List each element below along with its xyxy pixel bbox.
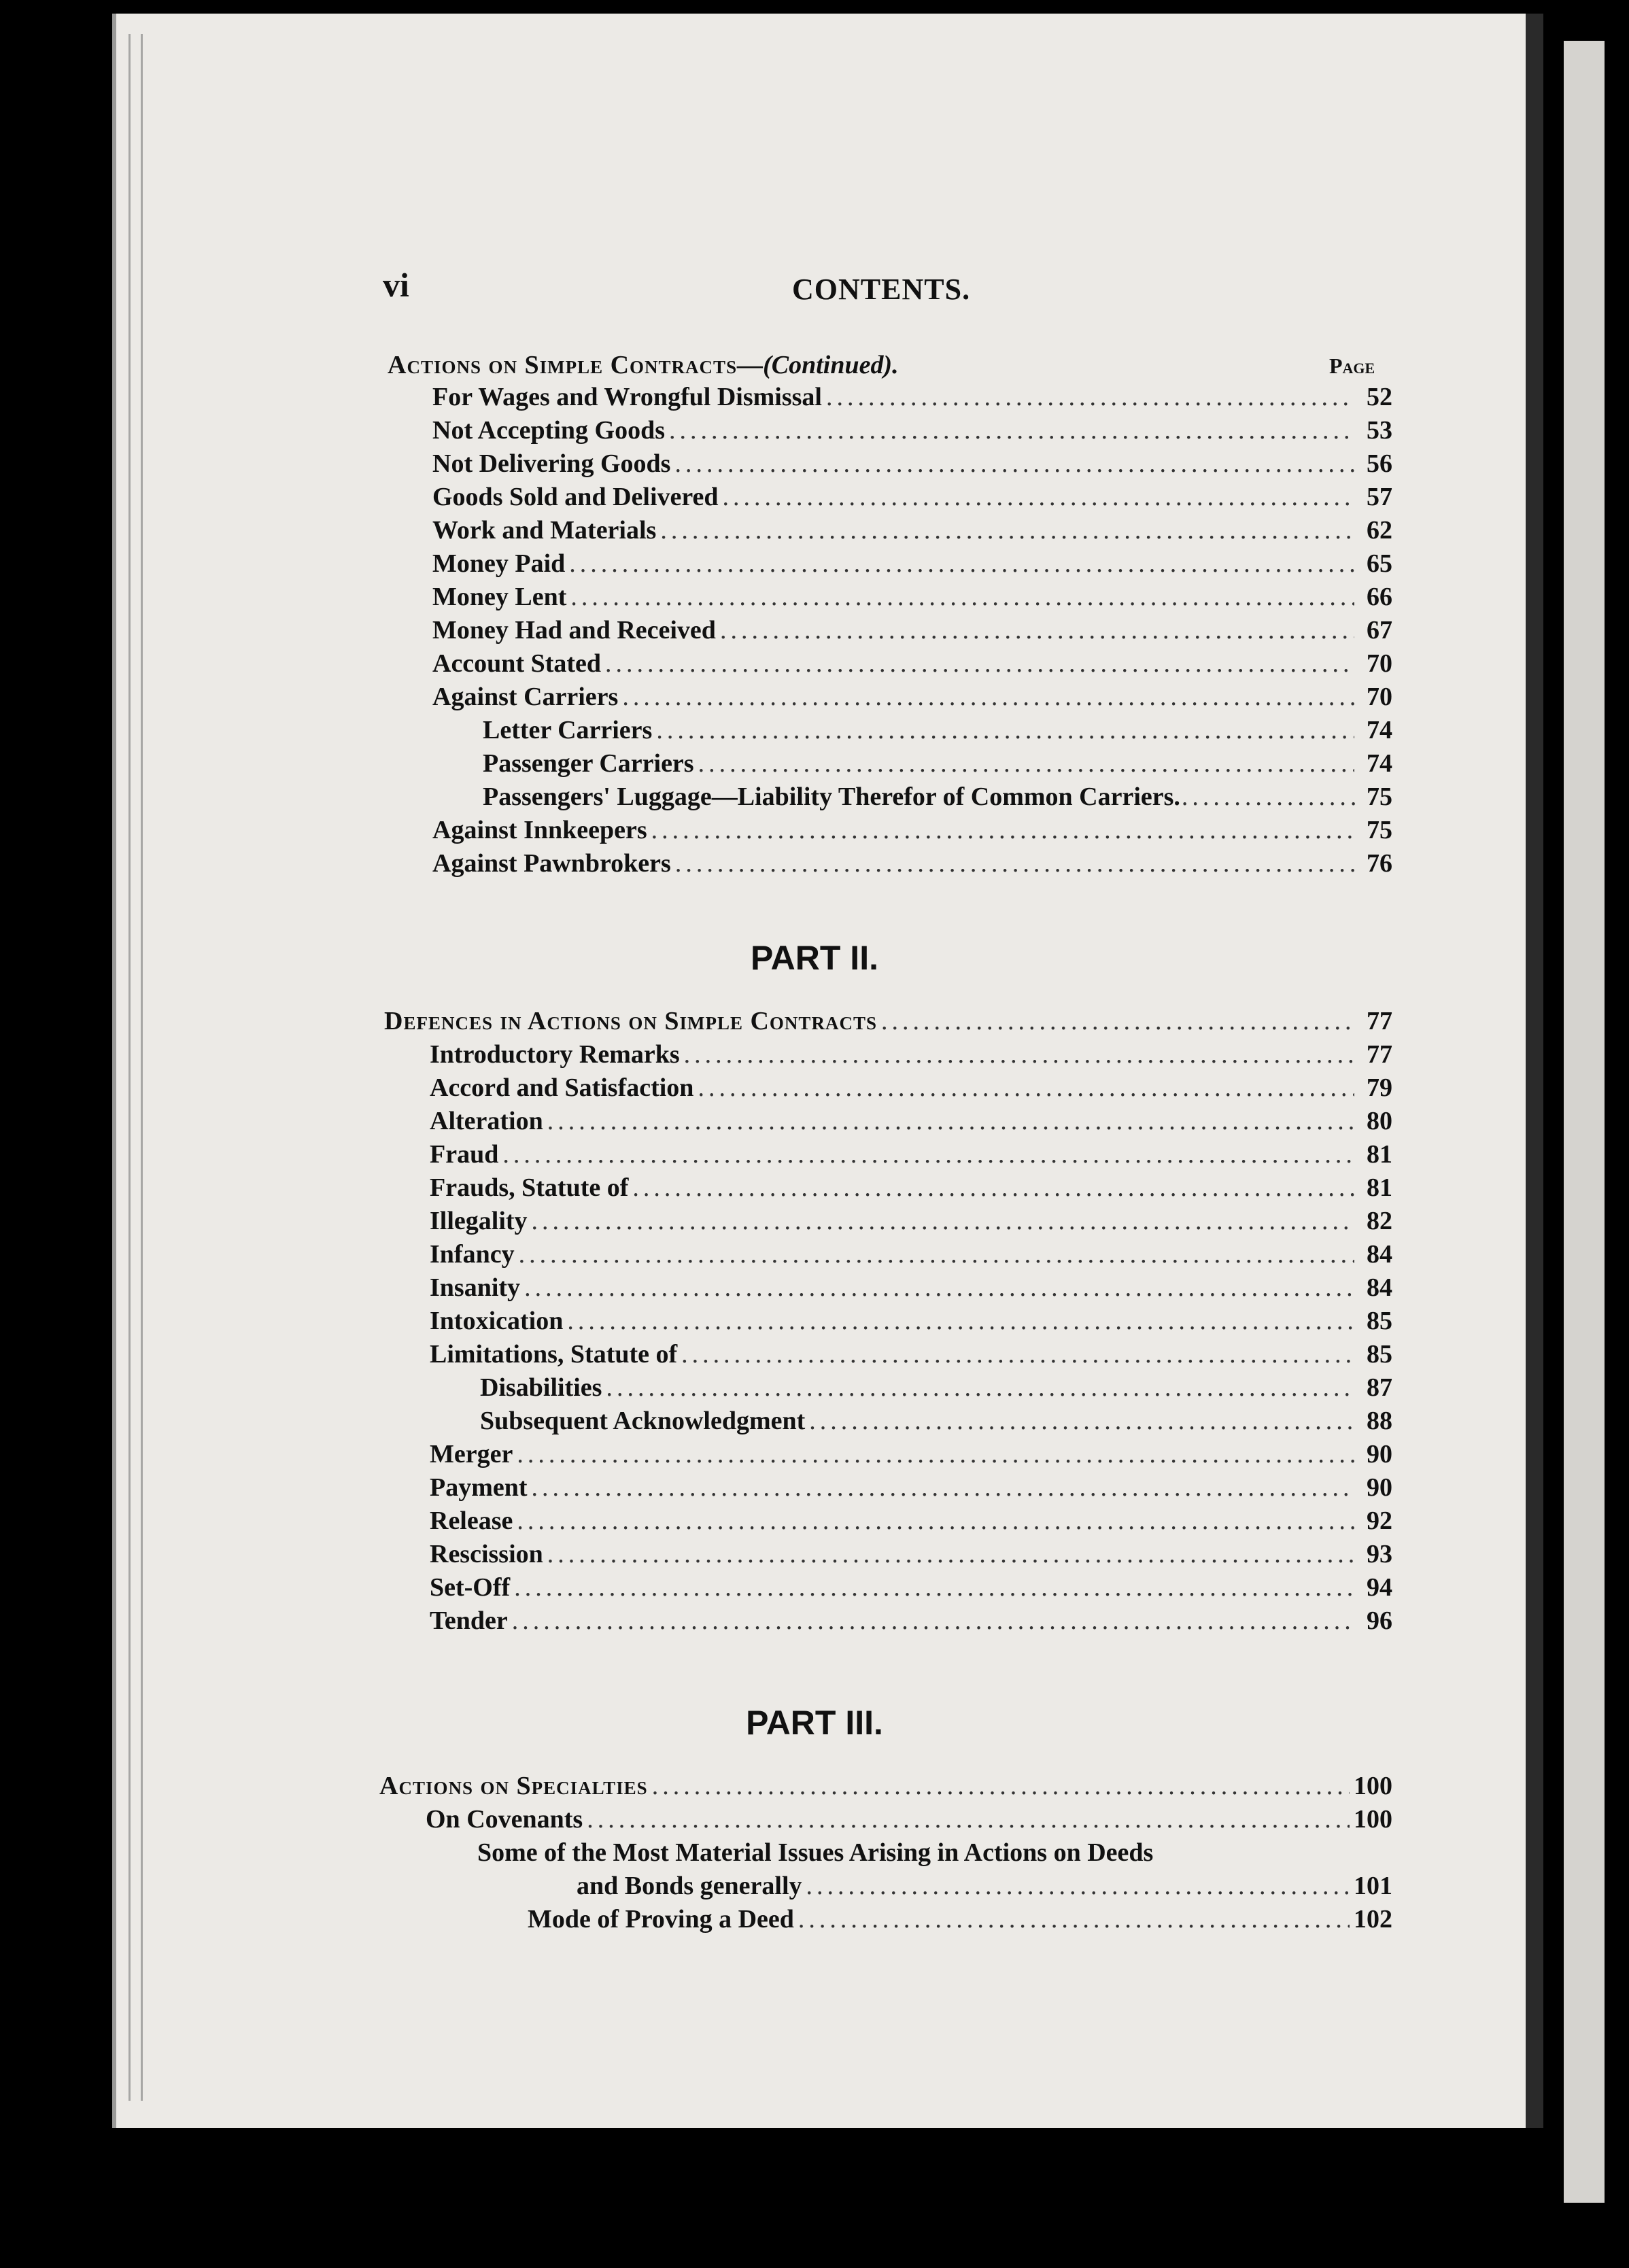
section-heading: Defences in Actions on Simple Contracts ..... 77: [384, 1008, 1392, 1034]
page-column-label: Page: [1329, 354, 1375, 378]
toc-entry: Introductory Remarks ..... 77: [430, 1042, 1392, 1067]
part-heading: PART II.: [751, 939, 878, 977]
toc-entry: Against Pawnbrokers ..... 76: [432, 850, 1392, 876]
toc-entry: Merger ..... 90: [430, 1441, 1392, 1467]
toc-subentry: Passengers' Luggage—Liability Therefor of Common Carriers. ..... 75: [483, 784, 1392, 810]
page-edge-line: [128, 34, 131, 2101]
page-number: vi: [383, 266, 409, 304]
toc-entry: Payment ..... 90: [430, 1475, 1392, 1500]
toc-entry: Money Paid ..... 65: [432, 551, 1392, 577]
toc-subentry: Subsequent Acknowledgment ..... 88: [480, 1408, 1392, 1434]
toc-entry: Money Had and Received ..... 67: [432, 617, 1392, 643]
adjacent-page-edge: [1564, 41, 1605, 2203]
toc-entry: Against Innkeepers ..... 75: [432, 817, 1392, 843]
toc-entry: Work and Materials ..... 62: [432, 517, 1392, 543]
toc-subentry: Disabilities ..... 87: [480, 1375, 1392, 1401]
toc-entry: For Wages and Wrongful Dismissal ..... 52: [432, 384, 1392, 410]
toc-entry: Account Stated ..... 70: [432, 651, 1392, 676]
toc-entry: Tender ..... 96: [430, 1608, 1392, 1634]
toc-entry: Release ..... 92: [430, 1508, 1392, 1534]
page-title: CONTENTS.: [792, 273, 971, 306]
toc-entry: On Covenants ..... 100: [426, 1806, 1392, 1832]
toc-entry: Against Carriers ..... 70: [432, 684, 1392, 710]
toc-entry: Set-Off ..... 94: [430, 1575, 1392, 1600]
toc-subentry-line1: Some of the Most Material Issues Arising in Actions on Deeds: [477, 1838, 1154, 1867]
toc-entry: Goods Sold and Delivered ..... 57: [432, 484, 1392, 510]
toc-entry: Illegality ..... 82: [430, 1208, 1392, 1234]
toc-entry: Accord and Satisfaction ..... 79: [430, 1075, 1392, 1101]
toc-entry: Fraud ..... 81: [430, 1141, 1392, 1167]
toc-entry: Not Accepting Goods ..... 53: [432, 417, 1392, 443]
section-heading-text: Actions on Simple Contracts: [388, 351, 738, 379]
section-heading: Actions on Specialties ..... 100: [379, 1773, 1392, 1799]
toc-entry: Frauds, Statute of ..... 81: [430, 1175, 1392, 1201]
toc-subentry: Letter Carriers ..... 74: [483, 717, 1392, 743]
toc-entry: Insanity ..... 84: [430, 1275, 1392, 1301]
toc-entry: Rescission ..... 93: [430, 1541, 1392, 1567]
toc-subentry: Mode of Proving a Deed ..... 102: [528, 1906, 1392, 1932]
page-edge-line: [141, 34, 143, 2101]
part-heading: PART III.: [746, 1704, 883, 1742]
continued-label: —(Continued).: [737, 351, 899, 379]
toc-entry: Not Delivering Goods ..... 56: [432, 451, 1392, 477]
toc-entry: Infancy ..... 84: [430, 1241, 1392, 1267]
toc-subentry: Passenger Carriers ..... 74: [483, 751, 1392, 776]
toc-entry: Alteration ..... 80: [430, 1108, 1392, 1134]
toc-subentry-line2: and Bonds generally ..... 101: [577, 1873, 1392, 1899]
section-heading-continued: [388, 350, 899, 380]
toc-entry: Intoxication ..... 85: [430, 1308, 1392, 1334]
toc-entry: Limitations, Statute of ..... 85: [430, 1341, 1392, 1367]
toc-entry: Money Lent ..... 66: [432, 584, 1392, 610]
